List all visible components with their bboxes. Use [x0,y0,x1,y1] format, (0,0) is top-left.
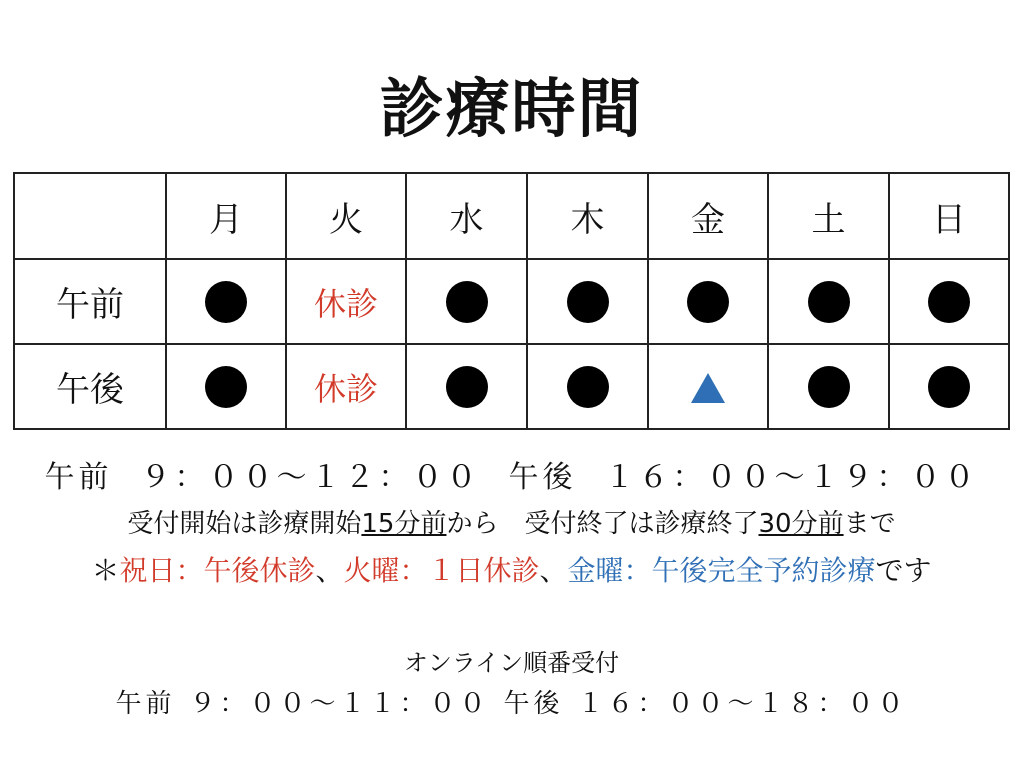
separator: 、 [315,554,344,587]
schedule-table [13,172,1010,430]
schedule-cell [527,344,648,429]
closed-label: 休診 [313,369,378,408]
schedule-cell [527,259,648,344]
table-header-row [14,173,1009,259]
day-header: 日 [889,173,1009,259]
holiday-note-text: 祝日：午後休診 [119,554,316,587]
filled-circle-icon [567,366,609,408]
pm-label: 午後 [508,460,577,495]
am-time: ９：００〜１２：００ [140,460,481,495]
tuesday-note-text: 火曜：１日休診 [343,554,540,587]
filled-circle-icon [567,281,609,323]
day-header: 木 [527,173,648,259]
reception-text: から 受付終了は診療終了 [446,509,759,539]
row-label: 午前 [14,259,166,344]
filled-circle-icon [205,366,247,408]
filled-circle-icon [928,366,970,408]
schedule-cell [166,259,286,344]
filled-circle-icon [808,281,850,323]
table-row [14,259,1009,344]
row-label: 午後 [14,344,166,429]
day-header: 水 [406,173,527,259]
triangle-icon [691,373,725,403]
corner-cell [14,173,166,259]
filled-circle-icon [446,366,488,408]
asterisk: ＊ [91,554,120,587]
closed-label: 休診 [313,284,378,323]
online-reception-title: オンライン順番受付 [403,649,620,677]
online-pm-label: 午後 [503,689,564,719]
page-title: 診療時間 [379,73,644,147]
table-row [14,344,1009,429]
schedule-cell [768,344,889,429]
schedule-cell [406,259,527,344]
pm-time: １６：００〜１９：００ [604,460,979,495]
online-am-label: 午前 [115,689,176,719]
filled-circle-icon [446,281,488,323]
friday-note-text: 金曜：午後完全予約診療 [567,554,876,587]
schedule-cell [406,344,527,429]
schedule-cell [889,344,1009,429]
reception-start-offset: 15分前 [361,509,447,539]
day-header: 土 [768,173,889,259]
day-header: 金 [648,173,768,259]
schedule-cell [648,344,768,429]
schedule-cell [648,259,768,344]
filled-circle-icon [808,366,850,408]
reception-end-offset: 30分前 [758,509,844,539]
schedule-cell [768,259,889,344]
clinic-hours [0,452,1023,496]
filled-circle-icon [928,281,970,323]
reception-note [0,503,1023,540]
note-tail: です [875,554,932,587]
filled-circle-icon [687,281,729,323]
reception-text: 受付開始は診療開始 [127,509,362,539]
schedule-cell [166,344,286,429]
online-am-time: ９：００〜１１：００ [189,689,490,719]
schedule-cell [286,259,406,344]
day-header: 月 [166,173,286,259]
online-reception-hours [0,683,1023,720]
schedule-cell [889,259,1009,344]
schedule-cell [286,344,406,429]
filled-circle-icon [205,281,247,323]
am-label: 午前 [44,460,113,495]
reception-text: まで [843,509,896,539]
day-header: 火 [286,173,406,259]
holiday-note [0,549,1023,589]
online-pm-time: １６：００〜１８：００ [577,689,908,719]
separator: 、 [539,554,568,587]
